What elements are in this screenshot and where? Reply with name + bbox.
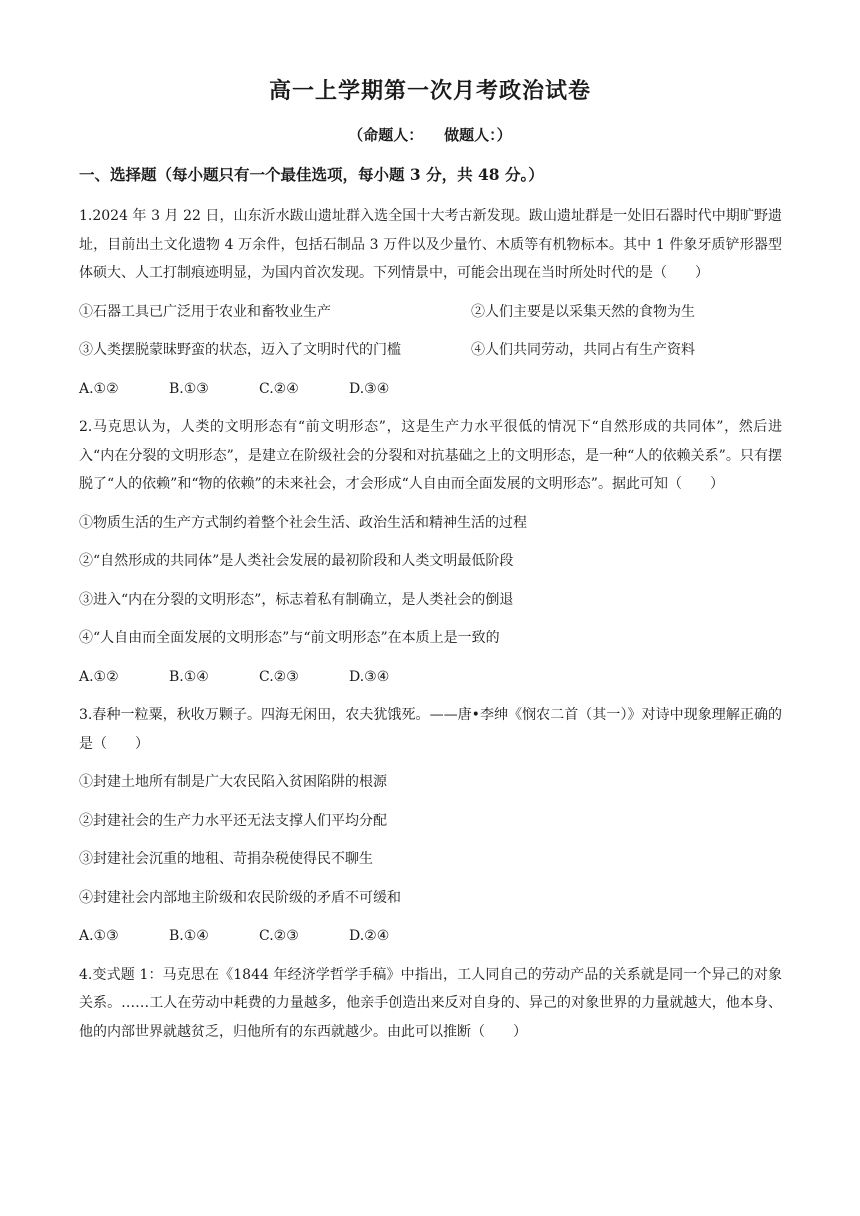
option-item: ③人类摆脱蒙昧野蛮的状态，迈入了文明时代的门槛 [79, 342, 401, 358]
answer-choice-a: A.①② [79, 668, 119, 685]
answer-choices [79, 375, 782, 404]
answer-choice-d: D.③④ [349, 380, 390, 397]
answer-choice-a: A.①② [79, 380, 119, 397]
question-3 [79, 701, 782, 951]
option-item: ③进入“内在分裂的文明形态”，标志着私有制确立，是人类社会的倒退 [79, 591, 514, 608]
option-item: ③封建社会沉重的地租、苛捐杂税使得民不聊生 [79, 851, 373, 867]
question-stem: 4.变式题 1：马克思在《1844 年经济学哲学手稿》中指出，工人同自己的劳动产品的关系就是同一个异己的对象关系。……工人在劳动中耗费的力量越多，他亲手创造出来反对自身的、异己的对象世界的力量就越大，他本身、他的内部世界就越贫乏，归他所有的东西就越少。由此可以推断（ ） [79, 966, 782, 1040]
option-item: ②“自然形成的共同体”是人类社会发展的最初阶段和人类文明最低阶段 [79, 553, 514, 569]
option-row [79, 336, 782, 365]
questions-list [79, 202, 782, 1056]
question-stem: 1.2024 年 3 月 22 日，山东沂水跋山遗址群入选全国十大考古新发现。跋山遗址群是一处旧石器时代中期旷野遗址，目前出土文化遗物 4 万余件，包括石制品 3 万件以及少量竹、木质等有机物标本。其中 1 件象牙质铲形器型体硕大、人工打制痕迹明显，为国内首次发现。下列情景中，可能会出现在当时所处时代的是（ ） [79, 208, 782, 281]
option-item: ①物质生活的生产方式制约着整个社会生活、政治生活和精神生活的过程 [79, 514, 527, 531]
answer-choice-a: A.①③ [79, 928, 119, 944]
answer-choice-c: C.②③ [259, 668, 299, 685]
section-heading: 一、选择题（每小题只有一个最佳选项，每小题 3 分，共 48 分。） [79, 165, 544, 184]
exam-title: 高一上学期第一次月考政治试卷 [268, 78, 591, 104]
answer-choice-b: B.①④ [169, 668, 209, 685]
option-item: ④封建社会内部地主阶级和农民阶级的矛盾不可缓和 [79, 889, 401, 906]
answer-choice-d: D.②④ [349, 928, 390, 944]
question-4 [79, 961, 782, 1047]
question-stem: 2.马克思认为，人类的文明形态有“前文明形态”，这是生产力水平很低的情况下“自然形成的共同体”，然后进入“内在分裂的文明形态”，是建立在阶级社会的分裂和对抗基础之上的文明形态，是一种“人的依赖关系”。只有摆脱了“人的依赖”和“物的依赖”的未来社会，才会形成“人自由而全面发展的文明形态”。据此可知（ ） [79, 419, 782, 492]
answer-choice-b: B.①④ [169, 928, 209, 944]
answer-choice-c: C.②④ [259, 380, 299, 397]
answer-choices [79, 922, 782, 951]
exam-subtitle: （命题人： 做题人：） [348, 126, 512, 144]
option-item: ①石器工具已广泛用于农业和畜牧业生产 [79, 303, 331, 320]
question-stem: 3.春种一粒粟，秋收万颗子。四海无闲田，农夫犹饿死。——唐•李绅《悯农二首（其一）》对诗中现象理解正确的是（ ） [79, 707, 782, 752]
answer-choices [79, 663, 782, 692]
option-row [79, 298, 782, 327]
answer-choice-d: D.③④ [349, 668, 390, 685]
option-item: ②人们主要是以采集天然的食物为生 [471, 303, 695, 320]
question-1 [79, 202, 782, 403]
option-item: ①封建土地所有制是广大农民陷入贫困陷阱的根源 [79, 774, 387, 790]
option-item: ②封建社会的生产力水平还无法支撑人们平均分配 [79, 812, 387, 829]
answer-choice-c: C.②③ [259, 928, 299, 944]
answer-choice-b: B.①③ [169, 380, 209, 397]
option-item: ④人们共同劳动，共同占有生产资料 [471, 342, 695, 358]
option-item: ④“人自由而全面发展的文明形态”与“前文明形态”在本质上是一致的 [79, 630, 500, 646]
question-2 [79, 413, 782, 691]
